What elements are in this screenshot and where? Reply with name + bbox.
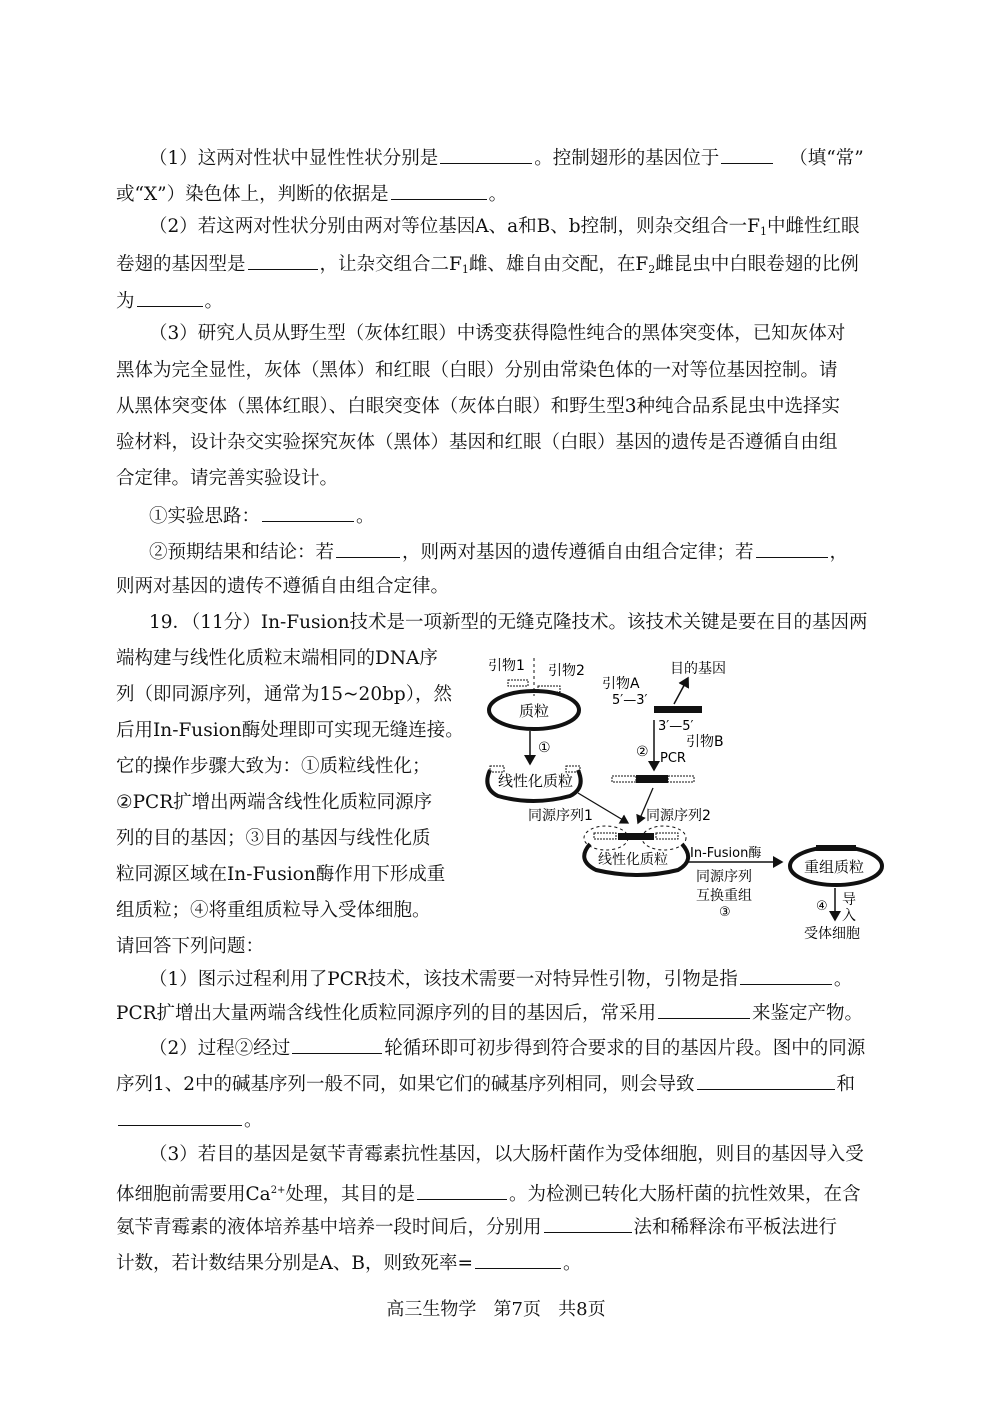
recomb-gene-bar [816, 845, 856, 851]
homo1-label: 同源序列1 [528, 808, 593, 824]
q18-p3-line4: 验材料，设计杂交实验探究灰体（黑体）基因和红眼（白眼）基因的遗传是否遵循自由组 [116, 432, 838, 453]
q19-left-line: 请回答下列问题： [116, 936, 265, 957]
q18-p3-idea: ①实验思路： 。 [149, 503, 375, 529]
answer-blank[interactable] [697, 1071, 835, 1090]
q19-left-line: 列的目的基因；③目的基因与线性化质 [116, 828, 431, 849]
q19-q2-line3: 。 [116, 1107, 263, 1133]
page-footer: 高三生物学 第7页 共8页 [386, 1299, 606, 1320]
target-gene-arrow [674, 678, 688, 704]
q19-left-line: 组质粒；④将重组质粒导入受体细胞。 [116, 900, 431, 921]
primerA-label: 引物A [602, 676, 640, 692]
answer-blank[interactable] [292, 1035, 382, 1054]
answer-blank[interactable] [740, 966, 832, 985]
q19-left-line: 后用In-Fusion酶处理即可实现无缝连接。 [116, 720, 464, 741]
answer-blank[interactable] [417, 1181, 507, 1200]
linear-plasmid2-label: 线性化质粒 [598, 852, 668, 868]
q18-p3-line5: 合定律。请完善实验设计。 [116, 468, 339, 489]
step4-label: ④ [816, 899, 828, 914]
answer-blank[interactable] [475, 1250, 561, 1269]
combined-end-right [656, 833, 678, 839]
combined-end-left [594, 833, 616, 839]
primerB-label: 引物B [686, 734, 724, 750]
q19-left-line: ②PCR扩增出两端含线性化质粒同源序 [116, 792, 433, 813]
primer1-mark [508, 680, 528, 686]
pcr-label: PCR [660, 751, 686, 766]
pcr-product-right [668, 776, 694, 782]
answer-blank[interactable] [440, 145, 532, 164]
q19-q3-line2: 体细胞前需要用$Ca^{2+}$处理，其目的是 。为检测已转化大肠杆菌的抗性效果，在含 [116, 1179, 860, 1207]
q19-q3-line3: 氨苄青霉素的液体培养基中培养一段时间后，分别用 法和稀释涂布平板法进行 [116, 1214, 837, 1240]
q19-q2-line1: （2）过程②经过 轮循环即可初步得到符合要求的目的基因片段。图中的同源 [149, 1035, 865, 1061]
q18-p1-line1: （1）这两对性状中显性性状分别是 。控制翅形的基因位于 （填“常” [149, 145, 864, 171]
recipient-label: 受体细胞 [804, 926, 860, 942]
q18-p2-line3: 为 。 [116, 288, 223, 314]
q18-p2-line1: （2）若这两对性状分别由两对等位基因A、a和B、b控制，则杂交组合一$F_1$中雌性红眼 [149, 216, 860, 238]
combined-gene-bar [618, 833, 654, 840]
homo2-label: 同源序列2 [646, 808, 711, 824]
step2-label: ② [636, 744, 649, 760]
enzyme-label: In-Fusion酶 [690, 846, 762, 861]
q18-p3-conclusion: 则两对基因的遗传不遵循自由组合定律。 [116, 576, 450, 597]
answer-blank[interactable] [262, 503, 354, 522]
q19-q1-line2: PCR扩增出大量两端含线性化质粒同源序列的目的基因后，常采用 来鉴定产物。 [116, 1000, 863, 1026]
q18-p3-line1: （3）研究人员从野生型（灰体红眼）中诱变获得隐性纯合的黑体突变体，已知灰体对 [149, 323, 846, 344]
answer-blank[interactable] [336, 539, 400, 558]
q19-q2-line2: 序列1、2中的碱基序列一般不同，如果它们的碱基序列相同，则会导致 和 [116, 1071, 855, 1097]
step3-label: ③ [719, 905, 731, 920]
linear-plasmid-label: 线性化质粒 [498, 772, 574, 790]
q19-left-line: 列（即同源序列，通常为15~20bp），然 [116, 684, 453, 705]
q18-p3-line2: 黑体为完全显性，灰体（黑体）和红眼（白眼）分别由常染色体的一对等位基因控制。请 [116, 360, 838, 381]
primer2-label: 引物2 [548, 663, 585, 679]
step1-label: ① [538, 740, 551, 756]
answer-blank[interactable] [756, 539, 828, 558]
pcr-product-mid [636, 775, 668, 783]
end3-5-label: 3′—5′ [658, 719, 694, 734]
answer-blank[interactable] [118, 1107, 242, 1126]
import2-label: 入 [842, 908, 856, 924]
answer-blank[interactable] [721, 145, 773, 164]
target-gene-bar [654, 706, 702, 713]
q18-p1-line2: 或“X”）染色体上，判断的依据是 。 [116, 181, 507, 207]
end5-3-label: 5′—3′ [612, 693, 648, 708]
import-label: 导 [842, 892, 856, 908]
pcr-product-left [612, 776, 636, 782]
q19-left-line: 它的操作步骤大致为：①质粒线性化； [116, 756, 431, 777]
q19-left-line: 粒同源区域在In-Fusion酶作用下形成重 [116, 864, 446, 885]
plasmid-label: 质粒 [519, 702, 550, 720]
answer-blank[interactable] [658, 1000, 750, 1019]
q19-left-line: 端构建与线性化质粒末端相同的DNA序 [116, 648, 438, 669]
q18-p2-line2: 卷翅的基因型是 ，让杂交组合二$F_1$雌、雄自由交配，在$F_2$雌昆虫中白眼卷翅的比例 [116, 251, 859, 282]
primer1-label: 引物1 [488, 658, 525, 674]
q18-p3-line3: 从黑体突变体（黑体红眼）、白眼突变体（灰体白眼）和野生型3种纯合品系昆虫中选择实 [116, 396, 841, 417]
recomb-label: 重组质粒 [804, 858, 865, 876]
q18-p3-result: ②预期结果和结论：若 ，则两对基因的遗传遵循自由组合定律；若 ， [149, 539, 848, 565]
q19-q1-line1: （1）图示过程利用了PCR技术，该技术需要一对特异性引物，引物是指 。 [149, 966, 852, 992]
q19-intro: 19．（11分）In-Fusion技术是一项新型的无缝克隆技术。该技术关键是要在目的基因两 [149, 612, 868, 633]
q19-q3-line4: 计数，若计数结果分别是A、B，则致死率= 。 [116, 1250, 581, 1276]
exchange-label: 互换重组 [696, 888, 752, 904]
answer-blank[interactable] [248, 251, 318, 270]
answer-blank[interactable] [544, 1214, 632, 1233]
q19-q3-line1: （3）若目的基因是氨苄青霉素抗性基因，以大肠杆菌作为受体细胞，则目的基因导入受 [149, 1144, 864, 1165]
answer-blank[interactable] [137, 288, 203, 307]
in-fusion-diagram [478, 648, 898, 948]
target-gene-label: 目的基因 [670, 661, 726, 677]
answer-blank[interactable] [391, 181, 487, 200]
homo-seq-label: 同源序列 [696, 869, 752, 885]
